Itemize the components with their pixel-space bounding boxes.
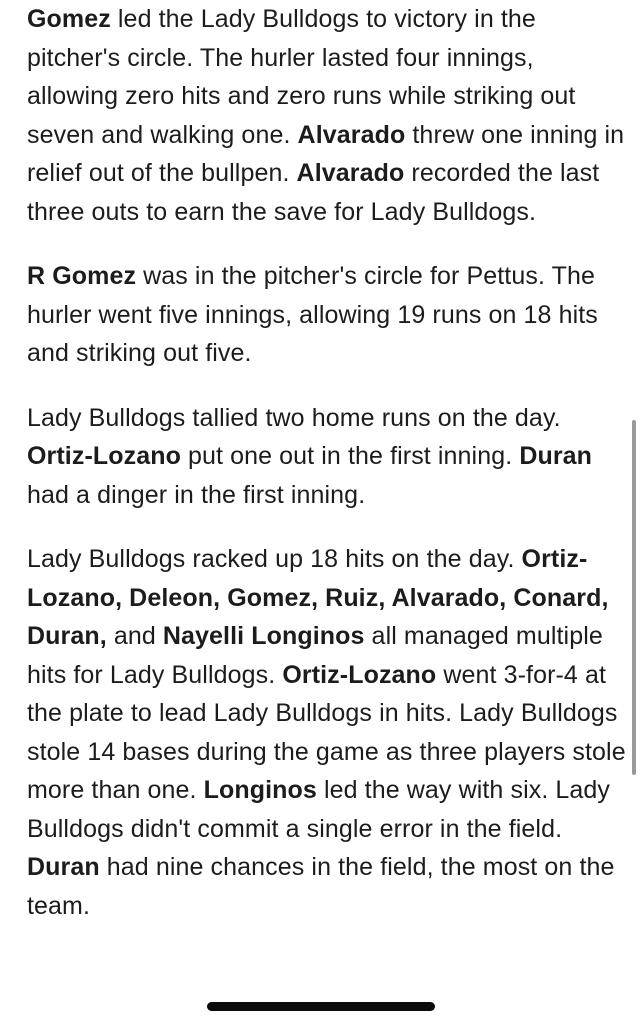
- player-name: Alvarado: [297, 120, 406, 149]
- paragraph-text: was in the pitcher's circle for Pettus. The hurler went five innings, allowing 19 runs on 18 hits and striking out five.: [27, 262, 598, 367]
- player-names: Ortiz-Lozano, Deleon, Gomez, Ruiz, Alvarado, Conard, Duran,: [27, 545, 609, 650]
- player-name: Duran: [519, 442, 593, 470]
- paragraph-text: led the Lady Bulldogs to victory in the pitcher's circle. The hurler lasted four innings, allowing zero hits and zero runs while striking out seven and walking one.: [27, 5, 576, 149]
- player-name: Alvarado: [296, 159, 405, 187]
- player-name: Duran: [27, 853, 100, 881]
- player-name: Ortiz-Lozano: [27, 442, 181, 470]
- paragraph-text: threw one inning in relief out of the bullpen.: [27, 120, 625, 187]
- player-name: Longinos: [203, 776, 317, 804]
- paragraph-text: led the way with six. Lady Bulldogs didn't commit a single error in the field.: [27, 776, 611, 843]
- home-indicator-bar[interactable]: [207, 1002, 435, 1011]
- player-name: Ortiz-Lozano: [282, 660, 437, 689]
- paragraph-text: had nine chances in the field, the most on the team.: [27, 853, 615, 920]
- paragraph-text: Lady Bulldogs racked up 18 hits on the day.: [27, 545, 522, 573]
- article-paragraph-opponent-pitching: [27, 257, 627, 373]
- paragraph-text: went 3-for-4 at the plate to lead Lady Bulldogs in hits. Lady Bulldogs stole 14 bases during the game as three players stole more than one.: [27, 660, 626, 804]
- paragraph-text: put one out in the first inning.: [180, 442, 520, 470]
- paragraph-text: all managed multiple hits for Lady Bulldogs.: [27, 622, 603, 689]
- vertical-scrollbar[interactable]: [632, 420, 636, 775]
- paragraph-text: recorded the last three outs to earn the save for Lady Bulldogs.: [27, 159, 600, 226]
- paragraph-text: and: [106, 622, 163, 650]
- article-paragraph-home-runs: [27, 399, 627, 515]
- player-name: Gomez: [27, 5, 111, 33]
- article-paragraph-hitting: [27, 540, 627, 925]
- article-paragraph-pitching: [27, 0, 627, 231]
- article-body: [27, 0, 627, 951]
- paragraph-text: had a dinger in the first inning.: [27, 480, 366, 509]
- player-name: R Gomez: [27, 262, 137, 290]
- paragraph-text: Lady Bulldogs tallied two home runs on the day.: [27, 403, 561, 432]
- player-name: Nayelli Longinos: [162, 622, 365, 650]
